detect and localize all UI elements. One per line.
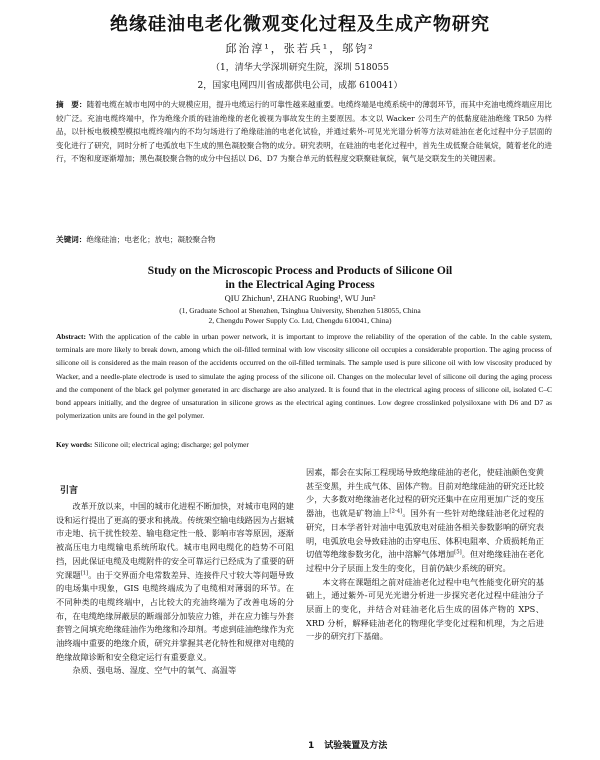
english-abstract-label: Abstract: <box>56 332 86 341</box>
english-title <box>0 264 600 292</box>
intro-paragraph-3: 本文将在课题组之前对硅油老化过程中电气性能变化研究的基础上，通过紫外-可见光光谱分析进一步探究老化过程中硅油分子层面上的变化，并结合对硅油老化后生成的固体产物的 XPS、XRD 分析，解释硅油老化的物理化学变化过程和机理，为之后进一步的研究打下基础。 <box>306 576 544 642</box>
english-affiliation <box>0 306 600 326</box>
citation-2-4: [2-4] <box>389 508 403 515</box>
section-1-title: 试验装置及方法 <box>324 741 388 751</box>
chinese-title: 绝缘硅油电老化微观变化过程及生成产物研究 <box>110 14 490 35</box>
chinese-keywords-text: 绝缘硅油；电老化；放电；凝胶聚合物 <box>86 235 216 244</box>
chinese-affiliation-2: 2，国家电网四川省成都供电公司，成都 610041） <box>197 81 403 91</box>
intro-text-1a: 改革开放以来，中国的城市化进程不断加快，对城市电网的建设和运行提出了更高的要求和挑战。传统架空输电线路因为占据城市走地、抗干扰性较差、输电稳定性一般、影响市容等原因，逐渐被高压电力电缆输电系统所取代。城市电网电缆化的趋势不可阻挡，因此保证电缆及电缆附件的安全可靠运行已经成为了重要的研究课题 <box>56 501 294 580</box>
intro-text-2c: 。但对绝缘硅油在老化过程中分子层面上发生的变化，目前仍缺少系统的研究。 <box>306 549 544 573</box>
intro-paragraph-2: 杂质、强电场、湿度、空气中的氧气、高温等 <box>72 665 237 676</box>
english-authors: QIU Zhichun¹, ZHANG Ruobing¹, WU Jun² <box>224 293 376 303</box>
english-abstract-text: With the application of the cable in urban power network, it is important to improve the reliability of the operation of the cable. In the cable system, terminals are more likely to break down, among which the oil-filled terminal with low viscosity silicone oil occupies a considerable proportion. The aging process of silicone oil is considered as the main reason of the accidents occurred on the oil-filled terminals. The sample used is pure silicone oil with low viscosity produced by Wacker, and a needle-plate electrode is used to simulate the aging process of the silicone oil. Changes on the molecular level of silicone oil during the aging process and the component of the black gel polymer generated in arc discharge are also analyzed. It is found that in the electrical aging process of silicone oil, isolated C–C bond appears initially, and the degree of unsaturation in silicone grows as the electrical aging continues. Low degree crosslinked polysiloxane with D6 and D7 as polymerization units are found in the gel polymer. <box>56 332 552 421</box>
english-title-line-1: Study on the Microscopic Process and Products of Silicone Oil <box>147 265 453 277</box>
intro-text-2a: 因素，都会在实际工程现场导致绝缘硅油的老化，使硅油颜色变黄甚至变黑，并生成气体、固体产物。目前对绝缘硅油的研究还比较少，大多数对绝缘油老化过程的研究还集中在应用更加广泛的变压器油，也就是矿物油上 <box>306 467 544 519</box>
chinese-abstract-label: 摘 要： <box>56 100 87 109</box>
intro-heading: 引言 <box>60 486 79 496</box>
chinese-abstract <box>56 98 552 166</box>
section-1-heading <box>308 738 397 751</box>
chinese-authors: 邱治淳¹，张若兵¹，邬钧² <box>225 42 375 55</box>
section-1-number: 1 <box>308 741 315 751</box>
intro-text-2b: 。国外有一些针对绝缘硅油老化过程的研究，日本学者针对油中电弧放电对硅油各相关参数影响的研究表明，电弧放电会导致硅油的击穿电压、体积电阻率、介质损耗角正切值等绝缘参数劣化，油中溶解气体增加 <box>306 508 544 560</box>
english-affiliation-2: 2, Chengdu Power Supply Co. Ltd, Chengdu 610041, China) <box>208 316 392 325</box>
intro-paragraph-2-continued <box>306 466 544 576</box>
english-affiliation-1: (1, Graduate School at Shenzhen, Tsinghua University, Shenzhen 518055, China <box>179 306 421 315</box>
english-keywords-label: Key words: <box>56 440 93 449</box>
english-keywords <box>56 440 552 449</box>
chinese-affiliation-1: （1，清华大学深圳研究生院，深圳 518055 <box>211 63 389 73</box>
citation-5: [5] <box>454 549 462 556</box>
chinese-keywords <box>56 234 552 245</box>
english-keywords-text: Silicone oil; electrical aging; discharge; gel polymer <box>94 440 249 449</box>
chinese-abstract-text: 随着电缆在城市电网中的大规模应用，提升电缆运行的可靠性越来越重要。电缆终端是电缆系统中的薄弱环节，而其中充油电缆终端应用比较广泛。充油电缆终端中，作为绝缘介质的硅油绝缘的老化被视为事故发生的主要原因。本文以 Wacker 公司生产的低黏度硅油绝缘 TR50 为样品，以针板电极模型模拟电缆终端内的不均匀场进行了绝缘硅油的电老化试验，并通过紫外-可见光光谱分析等方法对硅油在老化过程中分子层面的变化进行了研究，同时分析了电弧放电下生成的黑色凝胶聚合物的成分。研究表明，在硅油的电老化过程中，首先生成低聚合硅氧烷，随着老化的进行，不饱和度逐渐增加；黑色凝胶聚合物的成分中包括以 D6、D7 为聚合单元的低程度交联聚硅氧烷，氧气是交联发生的关键因素。 <box>56 100 552 164</box>
left-column <box>56 500 294 678</box>
intro-text-1b: 。由于交界面介电常数差异、连接件尺寸较大等问题导致的电场集中现象，GIS 电缆终端成为了电缆相对薄弱的环节。在不同种类的电缆终端中，占比较大的充油终端为了改善电场的分布，在电缆绝缘屏蔽层的断端部分加装应力锥，并在应力锥与外套套管之间填充绝缘硅油作为绝缘和冷却剂。考虑到硅油绝缘作为充油终端中重要的绝缘介质，研究并掌握其老化特性和规律对电缆的绝缘故障诊断和安全稳定运行有重要意义。 <box>56 569 294 662</box>
citation-1: [1] <box>80 569 89 576</box>
english-abstract <box>56 330 552 422</box>
right-column <box>306 466 544 644</box>
chinese-keywords-label: 关键词： <box>56 235 87 244</box>
english-title-line-2: in the Electrical Aging Process <box>225 279 375 291</box>
intro-paragraph-1 <box>56 500 294 664</box>
